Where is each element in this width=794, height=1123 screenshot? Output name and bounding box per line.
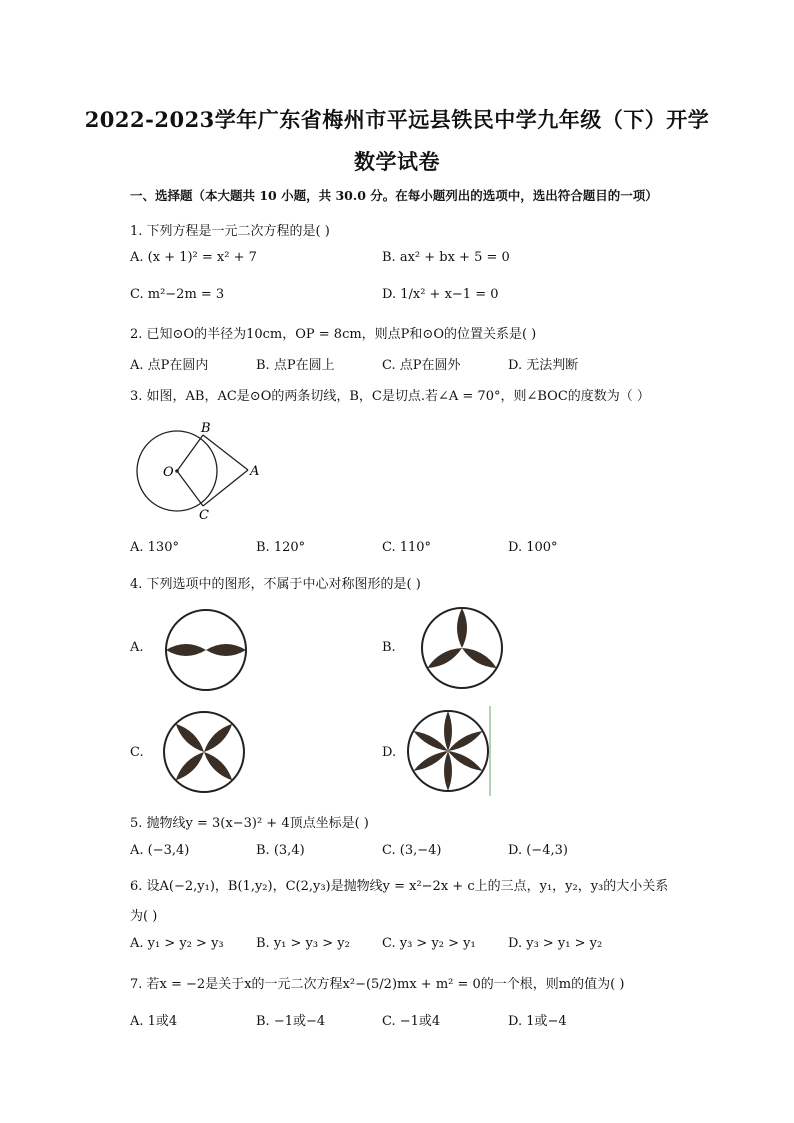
label-o: O [163,465,174,480]
figure-two-petals [162,606,250,694]
q5-option-c: C. (3,−4) [382,843,442,858]
q3-option-d: D. 100° [508,540,558,555]
question-4-stem: 4. 下列选项中的图形，不属于中心对称图形的是( ) [130,577,421,592]
q1-option-d: D. 1/x² + x−1 = 0 [382,287,499,302]
question-7-stem: 7. 若x = −2是关于x的一元二次方程x²−(5/2)mx + m² = 0的一个根，则m的值为( ) [130,977,625,992]
q2-option-c: C. 点P在圆外 [382,358,461,373]
figure-four-petals [160,708,248,796]
question-1-stem: 1. 下列方程是一元二次方程的是( ) [130,224,330,239]
q6-option-d: D. y₃ > y₁ > y₂ [508,936,603,951]
q6-option-a: A. y₁ > y₂ > y₃ [130,936,224,951]
q2-option-b: B. 点P在圆上 [256,358,335,373]
q3-option-a: A. 130° [130,540,179,555]
q3-option-c: C. 110° [382,540,432,555]
question-2-stem: 2. 已知⊙O的半径为10cm，OP = 8cm，则点P和⊙O的位置关系是( ) [130,327,537,342]
q3-option-b: B. 120° [256,540,306,555]
label-b: B [201,421,211,436]
q4-option-b-label: B. [382,640,396,655]
q5-option-a: A. (−3,4) [130,843,190,858]
question-3-stem: 3. 如图，AB，AC是⊙O的两条切线，B，C是切点.若∠A = 70°，则∠BOC的度数为（ ） [130,389,650,404]
q2-option-d: D. 无法判断 [508,358,579,373]
question-6-stem: 6. 设A(−2,y₁)，B(1,y₂)，C(2,y₃)是抛物线y = x²−2x + c上的三点，y₁，y₂，y₃的大小关系 [130,879,669,894]
q5-option-b: B. (3,4) [256,843,305,858]
tangent-circle-figure [130,418,270,528]
q6-option-b: B. y₁ > y₃ > y₂ [256,936,350,951]
exam-title-line2: 数学试卷 [354,149,440,174]
label-c: C [199,508,209,523]
q4-option-a-label: A. [130,640,144,655]
figure-three-petals [418,604,506,692]
q5-option-d: D. (−4,3) [508,843,568,858]
question-5-stem: 5. 抛物线y = 3(x−3)² + 4顶点坐标是( ) [130,816,369,831]
q7-option-c: C. −1或4 [382,1014,441,1029]
label-a: A [250,464,260,479]
q7-option-b: B. −1或−4 [256,1014,326,1029]
q1-option-b: B. ax² + bx + 5 = 0 [382,250,510,265]
q4-option-d-label: D. [382,745,397,760]
q1-option-a: A. (x + 1)² = x² + 7 [130,250,257,265]
q2-option-a: A. 点P在圆内 [130,358,209,373]
question-6-stem-cont: 为( ) [130,909,158,924]
q4-option-c-label: C. [130,745,144,760]
q6-option-c: C. y₃ > y₂ > y₁ [382,936,476,951]
q7-option-d: D. 1或−4 [508,1014,567,1029]
figure-six-petals [404,706,494,796]
exam-title-line1: 2022-2023学年广东省梅州市平远县铁民中学九年级（下）开学 [84,107,710,132]
section-heading: 一、选择题（本大题共 10 小题，共 30.0 分。在每小题列出的选项中，选出符合题目的一项） [130,188,658,203]
q1-option-c: C. m²−2m = 3 [130,287,225,302]
q7-option-a: A. 1或4 [130,1014,178,1029]
